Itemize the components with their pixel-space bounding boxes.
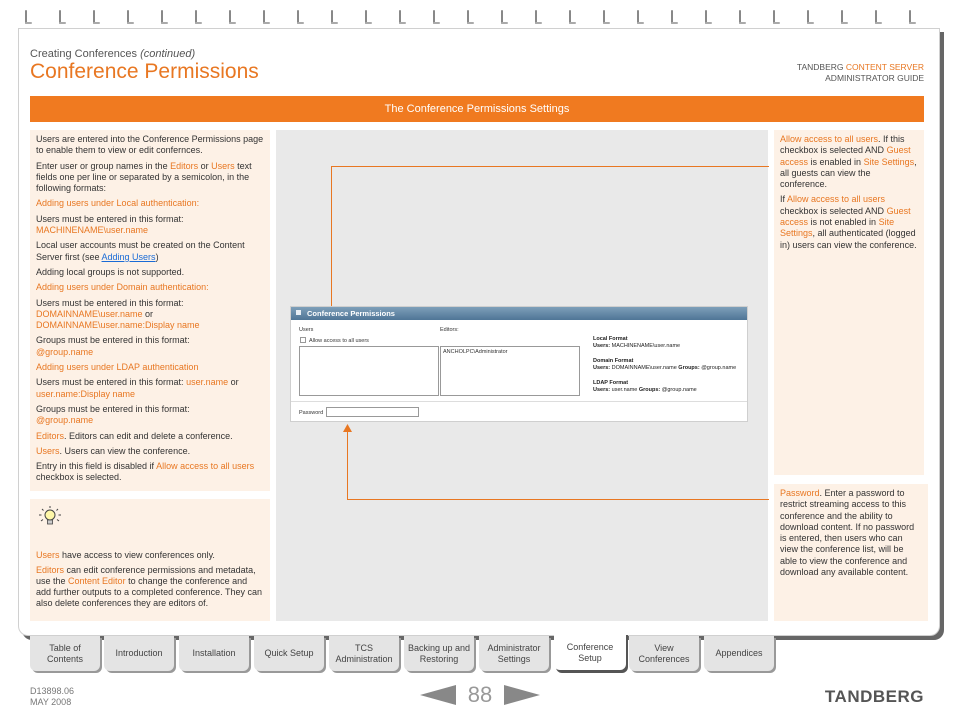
groups-key: Groups: — [678, 365, 700, 371]
page-title: Conference Permissions — [30, 60, 259, 83]
domain-format-value: DOMAINNAME\user.name — [36, 308, 143, 319]
section-banner: The Conference Permissions Settings — [30, 96, 924, 122]
product-brand — [797, 62, 924, 84]
editors-term: Editors — [170, 160, 199, 171]
binder-ring-icon — [498, 10, 508, 30]
lightbulb-icon — [38, 505, 62, 529]
text: If — [780, 194, 788, 205]
callout-line — [347, 499, 769, 500]
callout-line — [331, 166, 769, 167]
users-key: Users: — [593, 387, 611, 393]
ldap-format-value-2: user.name:Display name — [36, 388, 136, 399]
binder-ring-icon — [294, 10, 304, 30]
text: . Enter a password to restrict streaming access to this conference and the ability to download content. If no password is entered, then users who can view the conference list, will be able to view the conference and download any available content. — [780, 488, 915, 578]
tab-table-of-contents[interactable]: Table of Contents — [30, 636, 100, 671]
right-panel-top — [774, 130, 924, 475]
ldap-heading: Adding users under LDAP authentication — [36, 362, 199, 373]
group-format-value: @group.name — [36, 415, 94, 426]
binder-ring-icon — [702, 10, 712, 30]
binder-ring-icon — [600, 10, 610, 30]
allow-access-label: Allow access to all users — [309, 338, 369, 344]
text: , all guests can view the conference. — [780, 156, 917, 190]
text: Entry in this field is disabled if — [36, 461, 157, 472]
conference-permissions-screenshot — [290, 306, 748, 422]
text: or — [228, 377, 239, 388]
divider — [291, 401, 747, 402]
binder-ring-icon — [396, 10, 406, 30]
doc-date: MAY 2008 — [30, 697, 72, 707]
binder-ring-icon — [124, 10, 134, 30]
allow-access-term: Allow access to all users — [156, 461, 255, 472]
page-number: 88 — [467, 682, 493, 707]
tab-quick-setup[interactable]: Quick Setup — [254, 636, 324, 671]
tip-users — [36, 550, 264, 561]
users-term: Users — [36, 550, 60, 561]
intro-text: Users are entered into the Conference Permissions page to enable them to view or edit confernces. — [36, 134, 264, 156]
text: is enabled in — [808, 156, 864, 167]
text: . Users can view the conference. — [59, 445, 191, 456]
binder-ring-icon — [362, 10, 372, 30]
groups-key: Groups: — [638, 387, 661, 393]
users-value: DOMAINNAME\user.name — [610, 365, 679, 371]
brand-prefix: TANDBERG — [796, 62, 844, 72]
tab-appendices[interactable]: Appendices — [704, 636, 774, 671]
text: can edit conference permissions and metadata, use the — [36, 564, 256, 586]
binder-ring-icon — [804, 10, 814, 30]
ldap-groups — [36, 404, 264, 427]
binder-ring-icon — [770, 10, 780, 30]
text: text fields one per line or separated by a semicolon, in the following formats: — [36, 160, 252, 194]
tab-tcs-administration[interactable]: TCS Administration — [329, 636, 399, 671]
tandberg-logo: TANDBERG — [824, 687, 924, 706]
editors-value: ANCHOLPC\Administrator — [443, 349, 508, 355]
binder-ring-icon — [838, 10, 848, 30]
binder-ring-icon — [90, 10, 100, 30]
brand-sub: ADMINISTRATOR GUIDE — [825, 73, 924, 83]
ldap-format-heading: LDAP Format — [593, 380, 629, 386]
domain-heading: Adding users under Domain authentication: — [36, 282, 209, 293]
binder-ring-icon — [328, 10, 338, 30]
domain-format — [36, 298, 264, 332]
binder-ring-icon — [532, 10, 542, 30]
tab-installation[interactable]: Installation — [179, 636, 249, 671]
entry-note — [36, 461, 264, 484]
binder-ring-icon — [192, 10, 202, 30]
next-page-icon[interactable] — [504, 685, 540, 705]
users-value: user.name — [610, 387, 639, 393]
tip-editors — [36, 565, 264, 610]
editors-textarea[interactable] — [440, 346, 580, 396]
brand-accent: CONTENT SERVER — [845, 62, 924, 72]
text: , all authenticated (logged in) users can view the conference. — [780, 228, 917, 250]
section-name: Creating Conferences — [30, 48, 138, 60]
allow-access-term: Allow access to all users — [780, 134, 879, 144]
pager — [420, 682, 540, 708]
password-term: Password — [780, 488, 820, 498]
groups-value: @group.name — [660, 387, 697, 393]
ldap-format-line — [593, 387, 697, 393]
users-key: Users: — [593, 343, 611, 349]
editors-term: Editors — [36, 564, 65, 575]
password-desc — [780, 488, 922, 578]
users-value: MACHINENAME\user.name — [610, 343, 681, 349]
tab-introduction[interactable]: Introduction — [104, 636, 174, 671]
arrow-up-icon — [343, 424, 352, 432]
tab-administrator-settings[interactable]: Administrator Settings — [479, 636, 549, 671]
users-desc — [36, 446, 264, 457]
users-textarea[interactable] — [299, 346, 439, 396]
text: have access to view conferences only. — [59, 550, 215, 561]
site-settings-term: Site Settings — [863, 156, 915, 167]
local-heading: Adding users under Local authentication: — [36, 198, 200, 209]
text: or — [142, 308, 154, 319]
ldap-format-value: user.name — [186, 377, 229, 388]
binder-ring-icon — [260, 10, 270, 30]
binder-ring-icon — [56, 10, 66, 30]
editors-term: Editors — [36, 430, 65, 441]
text: is not enabled in — [808, 217, 879, 228]
text: ) — [155, 251, 159, 262]
domain-groups — [36, 335, 264, 358]
local-format-heading: Local Format — [593, 336, 628, 342]
group-format-value: @group.name — [36, 346, 94, 357]
allow-access-checkbox[interactable] — [300, 337, 306, 343]
text: . Editors can edit and delete a conference. — [64, 430, 233, 441]
editors-label: Editors: — [440, 327, 459, 333]
local-groups-note: Adding local groups is not supported. — [36, 266, 185, 277]
allow-access-term: Allow access to all users — [787, 194, 886, 205]
allow-access-desc-2 — [780, 194, 918, 250]
content-editor-term: Content Editor — [68, 575, 126, 586]
format-intro — [36, 161, 264, 195]
prev-page-icon[interactable] — [420, 685, 456, 705]
domain-format-line — [593, 365, 736, 371]
tab-view-conferences[interactable]: View Conferences — [629, 636, 699, 671]
right-panel-bottom — [774, 484, 928, 621]
binder-ring-icon — [158, 10, 168, 30]
callout-line — [347, 430, 348, 500]
binder-ring-icon — [22, 10, 32, 30]
text: checkbox is selected AND — [780, 205, 887, 216]
adding-users-link[interactable]: Adding Users — [101, 251, 156, 262]
left-panel — [30, 130, 270, 491]
text: to change the conference and add further outputs to a completed conference. They can also delete conferences they are editors of. — [36, 575, 262, 609]
binder-ring-icon — [226, 10, 236, 30]
collapse-icon — [296, 310, 301, 315]
section-heading — [30, 48, 195, 60]
text: Users must be entered in this format: — [36, 377, 187, 388]
continued-label: (continued) — [140, 48, 196, 60]
text: Enter user or group names in the — [36, 160, 171, 171]
text: Groups must be entered in this format: — [36, 403, 190, 414]
groups-value: @group.name — [699, 365, 737, 371]
doc-info — [30, 686, 74, 708]
tip-panel — [30, 499, 270, 621]
binder-ring-icon — [430, 10, 440, 30]
users-key: Users: — [593, 365, 611, 371]
shot-title-bar — [291, 307, 747, 320]
users-label: Users — [299, 327, 314, 333]
users-term: Users — [211, 160, 235, 171]
text: checkbox is selected. — [36, 472, 122, 483]
shot-title: Conference Permissions — [307, 309, 395, 318]
users-term: Users — [36, 445, 60, 456]
text: Groups must be entered in this format: — [36, 335, 190, 346]
binder-ring-icon — [668, 10, 678, 30]
local-format — [36, 214, 264, 237]
guest-access-term: Guest access — [780, 145, 911, 167]
allow-access-desc — [780, 134, 918, 190]
doc-number: D13898.06 — [30, 686, 75, 696]
password-label: Password — [299, 410, 324, 416]
binder-ring-icon — [464, 10, 474, 30]
domain-format-heading: Domain Format — [593, 358, 634, 364]
tab-conference-setup[interactable]: Conference Setup — [554, 632, 626, 670]
text: Local user accounts must be created on the Content Server first (see — [36, 240, 245, 262]
text: or — [198, 160, 212, 171]
text: Users must be entered in this format: — [36, 297, 184, 308]
local-format-value: MACHINENAME\user.name — [36, 225, 149, 236]
binder-ring-icon — [736, 10, 746, 30]
text: Users must be entered in this format: — [36, 213, 184, 224]
binder-ring-icon — [634, 10, 644, 30]
guest-access-term: Guest access — [780, 205, 911, 228]
binder-ring-icon — [566, 10, 576, 30]
binder-ring-icon — [906, 10, 916, 30]
ldap-format — [36, 377, 264, 400]
local-format-line — [593, 343, 680, 349]
binder-ring-icon — [872, 10, 882, 30]
tab-backing-up[interactable]: Backing up and Restoring — [404, 636, 474, 671]
password-input[interactable] — [326, 407, 419, 417]
site-settings-term: Site Settings — [780, 217, 895, 239]
local-note — [36, 240, 264, 263]
text: . If this checkbox is selected AND — [780, 134, 905, 156]
editors-desc — [36, 431, 264, 442]
domain-format-value-2: DOMAINNAME\user.name:Display name — [36, 320, 200, 331]
